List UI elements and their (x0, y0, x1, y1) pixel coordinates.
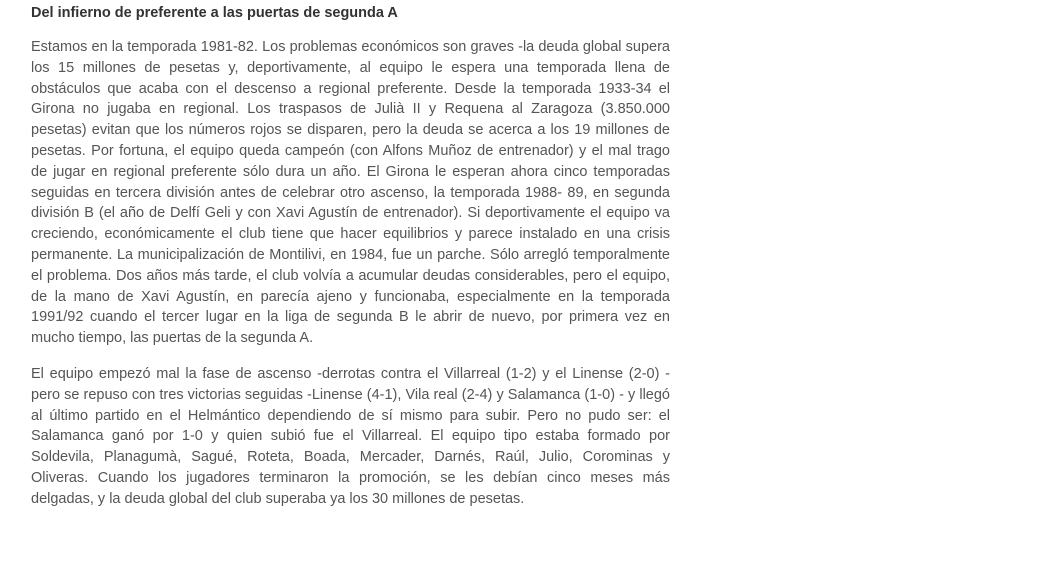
article (31, 4, 670, 525)
article-title: Del infierno de preferente a las puertas de segunda A (31, 5, 398, 21)
article-paragraph-1: Estamos en la temporada 1981-82. Los problemas económicos son graves -la deuda global supera los 15 millones de pesetas y, deportivamente, al equipo le espera una temporada llena de obstáculos que acaba con el descenso a regional preferente. Desde la temporada 1933-34 el Girona no jugaba en regional. Los traspasos de Julià II y Requena al Zaragoza (3.850.000 pesetas) evitan que los números rojos se disparen, pero la deuda se acerca a los 19 millones de pesetas. Por fortuna, el equipo queda campeón (con Alfons Muñoz de entrenador) y el mal trago de jugar en regional preferente sólo dura un año. El Girona le esperan ahora cinco temporadas seguidas en tercera división antes de celebrar otro ascenso, la temporada 1988- 89, en segunda división B (el año de Delfí Geli y con Xavi Agustín de entrenador). Si deportivamente el equipo va creciendo, económicamente el club tiene que hacer equilibrios y parece instalado en una crisis permanente. La municipalización de Montilivi, en 1984, fue un parche. Sólo arregló temporalmente el problema. Dos años más tarde, el club volvía a acumular deudas considerables, pero el equipo, de la mano de Xavi Agustín, en parecía ajeno y funcionaba, especialmente en la temporada 1991/92 cuando el tercer lugar en la liga de segunda B le abrir de nuevo, por primera vez en mucho tiempo, las puertas de la segunda A. (31, 39, 670, 347)
article-paragraph-2: El equipo empezó mal la fase de ascenso -derrotas contra el Villarreal (1-2) y el Linense (2-0) - pero se repuso con tres victorias seguidas -Linense (4-1), Vila real (2-4) y Salamanca (1-0) - y llegó al último partido en el Helmántico dependiendo de sí mismo para subir. Pero no pudo ser: el Salamanca ganó por 1-0 y quien subió fue el Villarreal. El equipo tipo estaba formado por Soldevila, Planagumà, Sagué, Roteta, Boada, Mercader, Darnés, Raúl, Julio, Corominas y Oliveras. Cuando los jugadores terminaron la promoción, se les debían cinco meses más delgadas, y la deuda global del club superaba ya los 30 millones de pesetas. (31, 365, 670, 507)
